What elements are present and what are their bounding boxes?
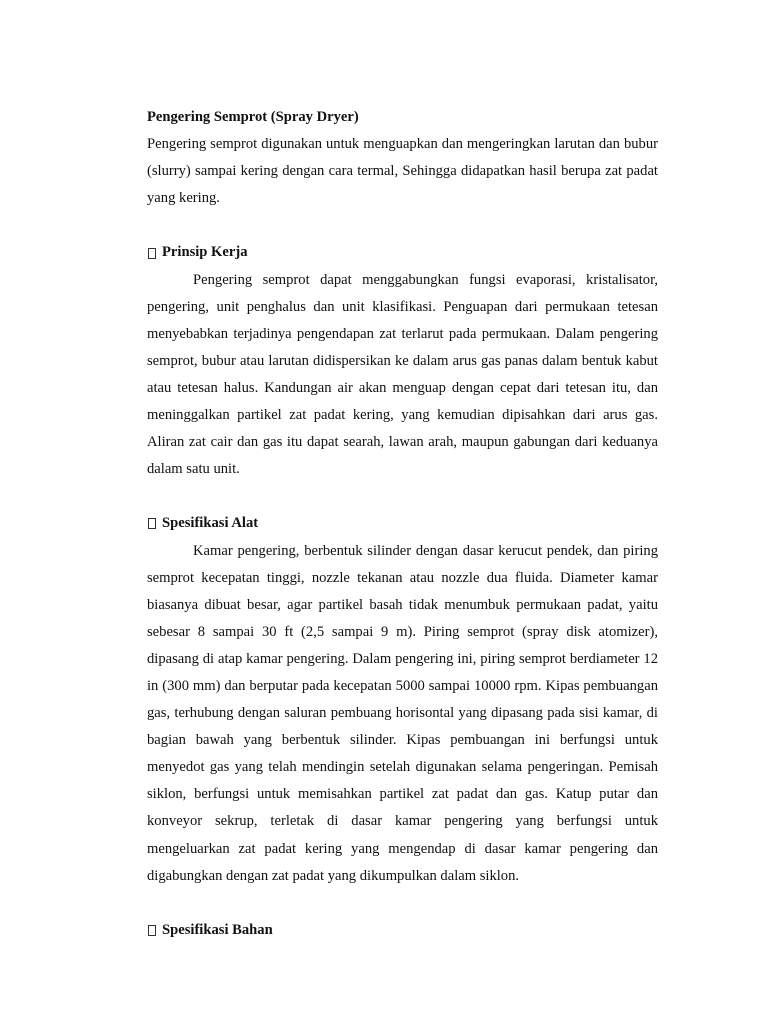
section-heading-label: Prinsip Kerja <box>162 244 248 261</box>
document-title: Pengering Semprot (Spray Dryer) <box>147 109 359 125</box>
section-paragraph-spesifikasi-alat: Kamar pengering, berbentuk silinder dengan dasar kerucut pendek, dan piring semprot kecepatan tinggi, nozzle tekanan atau nozzle dua fluida. Diameter kamar biasanya dibuat besar, agar partikel basah tidak menumbuk permukaan padat, yaitu sebesar 8 sampai 30 ft (2,5 sampai 9 m). Piring semprot (spray disk atomizer), dipasang di atap kamar pengering. Dalam pengering ini, piring semprot berdiameter 12 in (300 mm) dan berputar pada kecepatan 5000 sampai 10000 rpm. Kipas pembuangan gas, terhubung dengan saluran pembuang horisontal yang dipasang pada sisi kamar, di bagian bawah yang berbentuk silinder. Kipas pembuangan ini berfungsi untuk menyedot gas yang telah mendingin setelah digunakan selama pengeringan. Pemisah siklon, berfungsi untuk memisahkan partikel zat padat dan gas. Katup putar dan konveyor sekrup, terletak di dasar kamar pengering yang berfungsi untuk mengeluarkan zat padat kering yang mengendap di dasar kamar pengering dan digabungkan dengan zat padat yang dikumpulkan dalam siklon. <box>147 542 658 884</box>
spacer <box>147 890 658 917</box>
spacer <box>147 483 658 510</box>
section-heading-spesifikasi-alat <box>147 510 658 537</box>
section-heading-label: Spesifikasi Bahan <box>162 921 273 938</box>
section-heading-label: Spesifikasi Alat <box>162 515 259 532</box>
checkbox-bullet-icon <box>148 248 156 259</box>
section-paragraph-prinsip-kerja: Pengering semprot dapat menggabungkan fungsi evaporasi, kristalisator, pengering, unit penghalus dan unit klasifikasi. Penguapan dari permukaan tetesan menyebabkan terjadinya pengendapan zat terlarut pada permukaan. Dalam pengering semprot, bubur atau larutan didispersikan ke dalam arus gas panas dalam bentuk kabut atau tetesan halus. Kandungan air akan menguap dengan cepat dari tetesan itu, dan meninggalkan partikel zat padat kering, yang kemudian dipisahkan dari arus gas. Aliran zat cair dan gas itu dapat searah, lawan arah, maupun gabungan dari keduanya dalam satu unit. <box>147 271 658 478</box>
intro-paragraph: Pengering semprot digunakan untuk menguapkan dan mengeringkan larutan dan bubur (slurry) sampai kering dengan cara termal, Sehingga didapatkan hasil berupa zat padat yang kering. <box>147 136 658 207</box>
checkbox-bullet-icon <box>148 518 156 529</box>
section-heading-spesifikasi-bahan <box>147 917 658 944</box>
section-heading-prinsip-kerja <box>147 239 658 266</box>
checkbox-bullet-icon <box>148 925 156 936</box>
spacer <box>147 212 658 239</box>
document-page <box>147 104 658 944</box>
